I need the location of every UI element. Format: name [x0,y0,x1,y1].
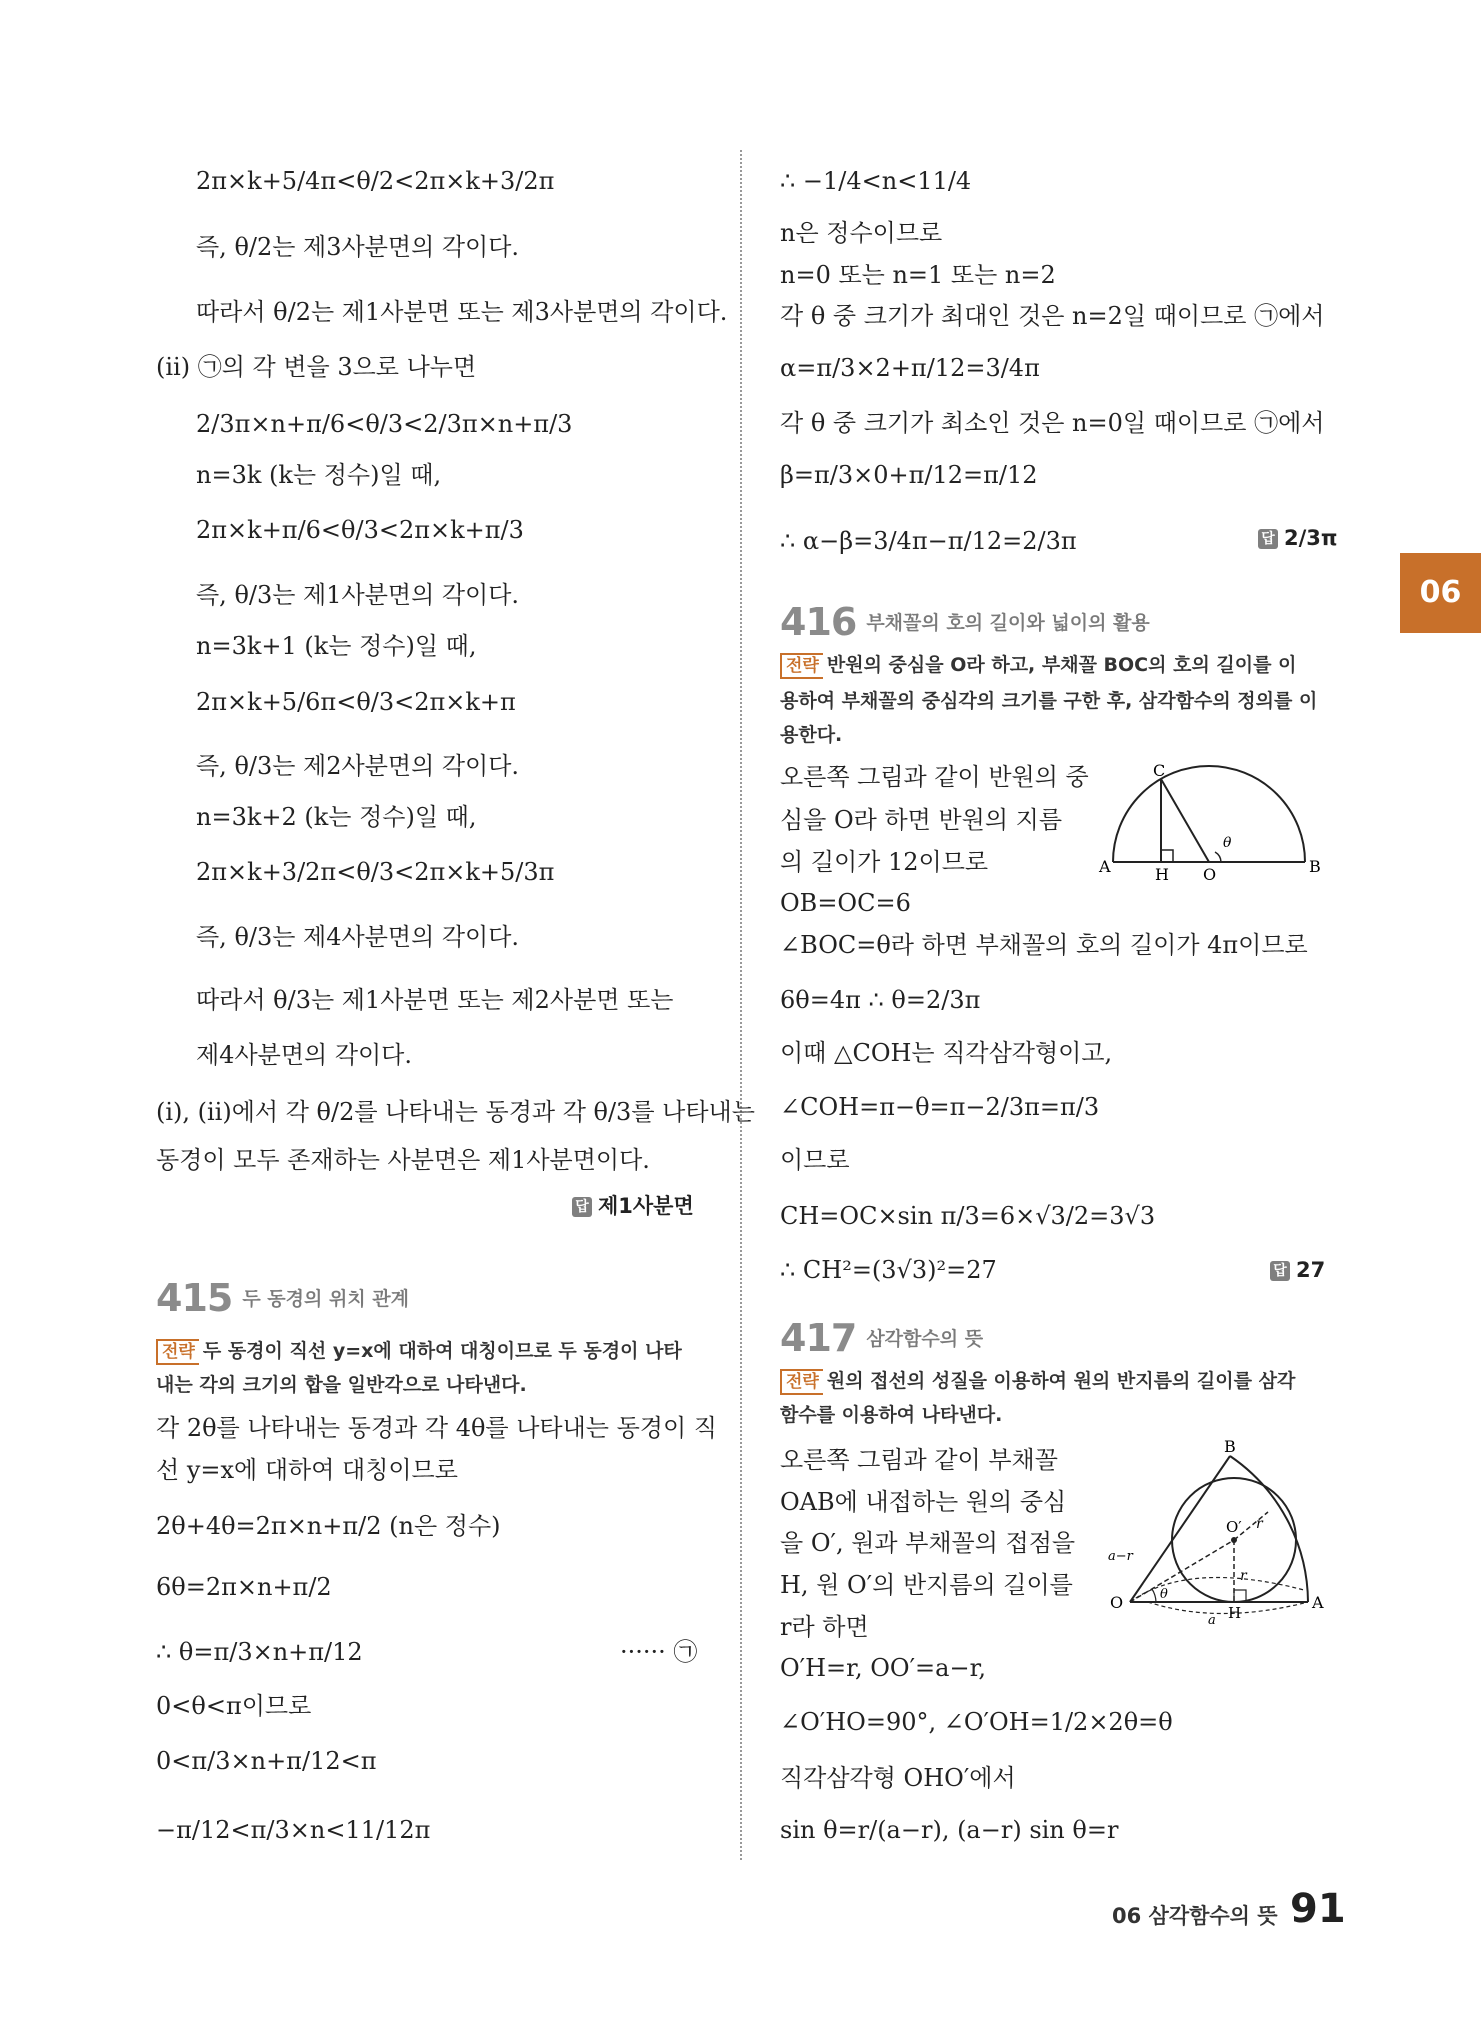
p417-line-1: 오른쪽 그림과 같이 부채꼴 [780,1446,1058,1474]
strategy-text: 반원의 중심을 O라 하고, 부채꼴 BOC의 호의 길이를 이 [826,654,1297,676]
problem-417-title: 삼각함수의 뜻 [866,1328,984,1350]
p417-line-5: r라 하면 [780,1613,869,1641]
left-line-10: 2π×k+5/6π<θ/3<2π×k+π [196,688,516,716]
p415-line-1: 각 2θ를 나타내는 동경과 각 4θ를 나타내는 동경이 직 [156,1414,717,1442]
answer-414 [572,1190,694,1220]
right-line-3: n=0 또는 n=1 또는 n=2 [780,261,1056,289]
p415-line-3: 2θ+4θ=2π×n+π/2 (n은 정수) [156,1512,501,1540]
problem-416-strategy-3: 용한다. [780,724,843,746]
p416-line-5: ∠BOC=θ라 하면 부채꼴의 호의 길이가 4π이므로 [780,931,1308,959]
p416-line-8: ∠COH=π−θ=π−2/3π=π/3 [780,1093,1100,1121]
left-line-17: (ⅰ), (ⅱ)에서 각 θ/2를 나타내는 동경과 각 θ/3를 나타내는 [156,1098,755,1126]
p417-line-9: sin θ=r/(a−r), (a−r) sin θ=r [780,1816,1119,1844]
left-line-6: n=3k (k는 정수)일 때, [196,461,442,489]
sector-figure [1108,1440,1338,1630]
answer-415 [1258,526,1338,550]
p417-line-2: OAB에 내접하는 원의 중심 [780,1488,1067,1516]
right-line-7: β=π/3×0+π/12=π/12 [780,461,1038,489]
answer-414-text: 제1사분면 [598,1194,694,1218]
label-o2: O [1110,1593,1124,1612]
label-r2: r [1240,1568,1247,1584]
p417-line-6: O′H=r, OO′=a−r, [780,1654,987,1682]
answer-415-text: 2/3π [1284,526,1338,550]
p416-line-9: 이므로 [780,1146,850,1174]
strategy-tag: 전략 [780,1369,823,1395]
left-line-8: 즉, θ/3는 제1사분면의 각이다. [196,581,520,609]
label-h: H [1155,865,1169,882]
strategy-tag: 전략 [780,653,823,679]
strategy-tag: 전략 [156,1339,199,1365]
label-theta2: θ [1160,1587,1168,1602]
p417-line-3: 을 O′, 원과 부채꼴의 접점을 [780,1529,1076,1557]
p417-line-4: H, 원 O′의 반지름의 길이를 [780,1571,1073,1599]
right-angle-mark [1161,850,1173,862]
label-b2: B [1224,1440,1236,1456]
p415-line-2: 선 y=x에 대하여 대칭이므로 [156,1456,458,1484]
answer-icon: 답 [1270,1261,1290,1281]
left-line-5: 2/3π×n+π/6<θ/3<2/3π×n+π/3 [196,410,573,438]
left-line-2: 즉, θ/2는 제3사분면의 각이다. [196,233,520,261]
oo-prime-segment [1130,1540,1234,1602]
semicircle-figure [1095,762,1325,882]
ob-segment [1130,1456,1230,1602]
answer-icon: 답 [1258,529,1278,549]
right-line-5: α=π/3×2+π/12=3/4π [780,354,1040,382]
p416-line-2: 심을 O라 하면 반원의 지름 [780,806,1063,834]
p417-line-8: 직각삼각형 OHO′에서 [780,1764,1016,1792]
center-dot [1231,1537,1237,1543]
problem-415-title: 두 동경의 위치 관계 [242,1288,410,1310]
left-line-9: n=3k+1 (k는 정수)일 때, [196,632,477,660]
p416-line-7: 이때 △COH는 직각삼각형이고, [780,1039,1113,1067]
problem-417-number: 417 [780,1316,857,1360]
theta-arc [1215,852,1221,862]
problem-416-strategy-1 [780,648,1296,682]
left-line-7: 2π×k+π/6<θ/3<2π×k+π/3 [196,516,524,544]
label-o: O [1203,865,1217,882]
label-h2: H [1228,1604,1242,1622]
left-line-18: 동경이 모두 존재하는 사분면은 제1사분면이다. [156,1146,650,1174]
page-number: 91 [1290,1886,1346,1932]
problem-417-strategy-1 [780,1364,1295,1398]
problem-417-header [780,1318,983,1363]
label-a2: A [1312,1593,1324,1612]
p417-line-7: ∠O′HO=90°, ∠O′OH=1/2×2θ=θ [780,1708,1173,1736]
left-line-12: n=3k+2 (k는 정수)일 때, [196,803,477,831]
left-line-15: 따라서 θ/3는 제1사분면 또는 제2사분면 또는 [196,986,674,1014]
p415-line-4: 6θ=2π×n+π/2 [156,1573,332,1601]
p415-marker: ······ ㉠ [620,1638,698,1666]
right-line-8: ∴ α−β=3/4π−π/12=2/3π [780,527,1077,555]
label-a: A [1099,857,1111,876]
problem-417-strategy-2: 함수를 이용하여 나타낸다. [780,1404,1003,1426]
p416-line-4: OB=OC=6 [780,889,911,917]
label-c: C [1153,762,1166,780]
label-o-prime: O′ [1226,1518,1242,1536]
problem-415-number: 415 [156,1276,233,1320]
left-line-13: 2π×k+3/2π<θ/3<2π×k+5/3π [196,858,555,886]
p416-line-10: CH=OC×sin π/3=6×√3/2=3√3 [780,1202,1156,1230]
label-a3: a [1208,1613,1216,1628]
p416-line-1: 오른쪽 그림과 같이 반원의 중 [780,763,1089,791]
column-divider [740,150,742,1860]
left-line-11: 즉, θ/3는 제2사분면의 각이다. [196,752,520,780]
strategy-text: 두 동경이 직선 y=x에 대하여 대칭이므로 두 동경이 나타 [202,1340,682,1362]
problem-416-title: 부채꼴의 호의 길이와 넓이의 활용 [866,612,1150,634]
p416-line-11: ∴ CH²=(3√3)²=27 [780,1256,997,1284]
answer-416-text: 27 [1296,1258,1326,1282]
right-line-4: 각 θ 중 크기가 최대인 것은 n=2일 때이므로 ㉠에서 [780,302,1325,330]
left-line-1: 2π×k+5/4π<θ/2<2π×k+3/2π [196,167,555,195]
p415-line-7: 0<π/3×n+π/12<π [156,1747,377,1775]
right-line-1: ∴ −1/4<n<11/4 [780,167,972,195]
p415-line-8: −π/12<π/3×n<11/12π [156,1816,431,1844]
problem-416-header [780,602,1150,647]
answer-416 [1270,1258,1325,1282]
left-line-16: 제4사분면의 각이다. [196,1041,412,1069]
right-line-2: n은 정수이므로 [780,219,943,247]
p415-line-6: 0<θ<π이므로 [156,1692,312,1720]
label-r1: r [1256,1516,1263,1532]
left-line-3: 따라서 θ/2는 제1사분면 또는 제3사분면의 각이다. [196,298,728,326]
left-line-4: (ⅱ) ㉠의 각 변을 3으로 나누면 [156,353,477,381]
footer-chapter: 06 삼각함수의 뜻 [1112,1904,1278,1928]
problem-415-strategy-1 [156,1334,682,1368]
chapter-tab: 06 [1400,553,1481,633]
left-line-14: 즉, θ/3는 제4사분면의 각이다. [196,923,520,951]
problem-415-strategy-2: 내는 각의 크기의 합을 일반각으로 나타낸다. [156,1374,527,1396]
p415-line-5: ∴ θ=π/3×n+π/12 [156,1638,363,1666]
problem-415-header [156,1278,409,1323]
p416-line-6: 6θ=4π ∴ θ=2/3π [780,986,981,1014]
semicircle-arc [1113,766,1305,862]
answer-icon: 답 [572,1197,592,1217]
label-a-minus-r: a−r [1108,1549,1133,1564]
label-theta: θ [1223,835,1232,851]
p416-line-3: 의 길이가 12이므로 [780,848,989,876]
strategy-text: 원의 접선의 성질을 이용하여 원의 반지름의 길이를 삼각 [826,1370,1296,1392]
label-b: B [1309,857,1321,876]
problem-416-strategy-2: 용하여 부채꼴의 중심각의 크기를 구한 후, 삼각함수의 정의를 이 [780,690,1318,712]
theta-arc-2 [1152,1589,1156,1602]
problem-416-number: 416 [780,600,857,644]
right-line-6: 각 θ 중 크기가 최소인 것은 n=0일 때이므로 ㉠에서 [780,409,1325,437]
